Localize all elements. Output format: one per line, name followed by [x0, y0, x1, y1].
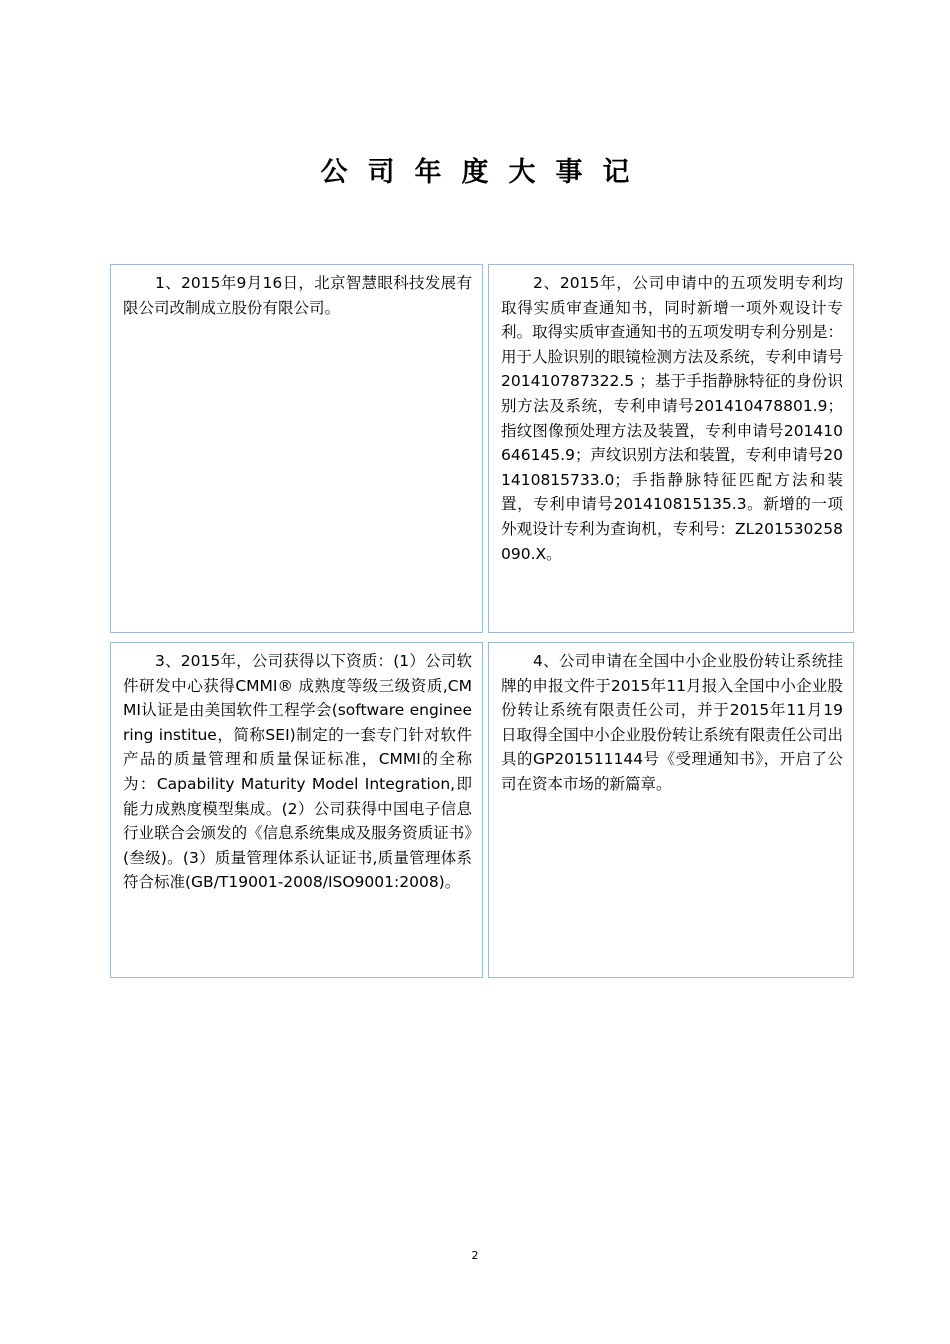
event-cell-1 — [110, 264, 483, 633]
event-cell-2 — [488, 264, 854, 633]
event-cell-3 — [110, 642, 483, 978]
page-number: 2 — [471, 1249, 479, 1262]
event-text-1: 1、2015年9月16日，北京智慧眼科技发展有限公司改制成立股份有限公司。 — [123, 274, 472, 317]
event-text-3: 3、2015年，公司获得以下资质：(1）公司软件研发中心获得CMMI® 成熟度等级三级资质,CMMI认证是由美国软件工程学会(software engineering institue，简称SEI)制定的一套专门针对软件产品的质量管理和质量保证标准，CMMI的全称为：Capability Maturity Model Integration,即能力成熟度模型集成。(2）公司获得中国电子信息行业联合会颁发的《信息系统集成及服务资质证书》(叁级)。(3）质量管理体系认证证书,质量管理体系符合标准(GB/T19001-2008/ISO9001:2008)。 — [123, 652, 472, 892]
event-text-4: 4、公司申请在全国中小企业股份转让系统挂牌的申报文件于2015年11月报入全国中小企业股份转让系统有限责任公司，并于2015年11月19日取得全国中小企业股份转让系统有限责任公司出具的GP201511144号《受理通知书》，开启了公司在资本市场的新篇章。 — [501, 652, 843, 793]
event-cell-4 — [488, 642, 854, 978]
event-text-2: 2、2015年，公司申请中的五项发明专利均取得实质审查通知书，同时新增一项外观设计专利。取得实质审查通知书的五项发明专利分别是：用于人脸识别的眼镜检测方法及系统，专利申请号201410787322.5 ；基于手指静脉特征的身份识别方法及系统，专利申请号201410478801.9；指纹图像预处理方法及装置，专利申请号201410646145.9；声纹识别方法和装置，专利申请号201410815733.0；手指静脉特征匹配方法和装置，专利申请号201410815135.3。新增的一项外观设计专利为查询机，专利号：ZL201530258090.X。 — [501, 274, 843, 563]
page-title: 公司年度大事记 — [320, 157, 650, 188]
